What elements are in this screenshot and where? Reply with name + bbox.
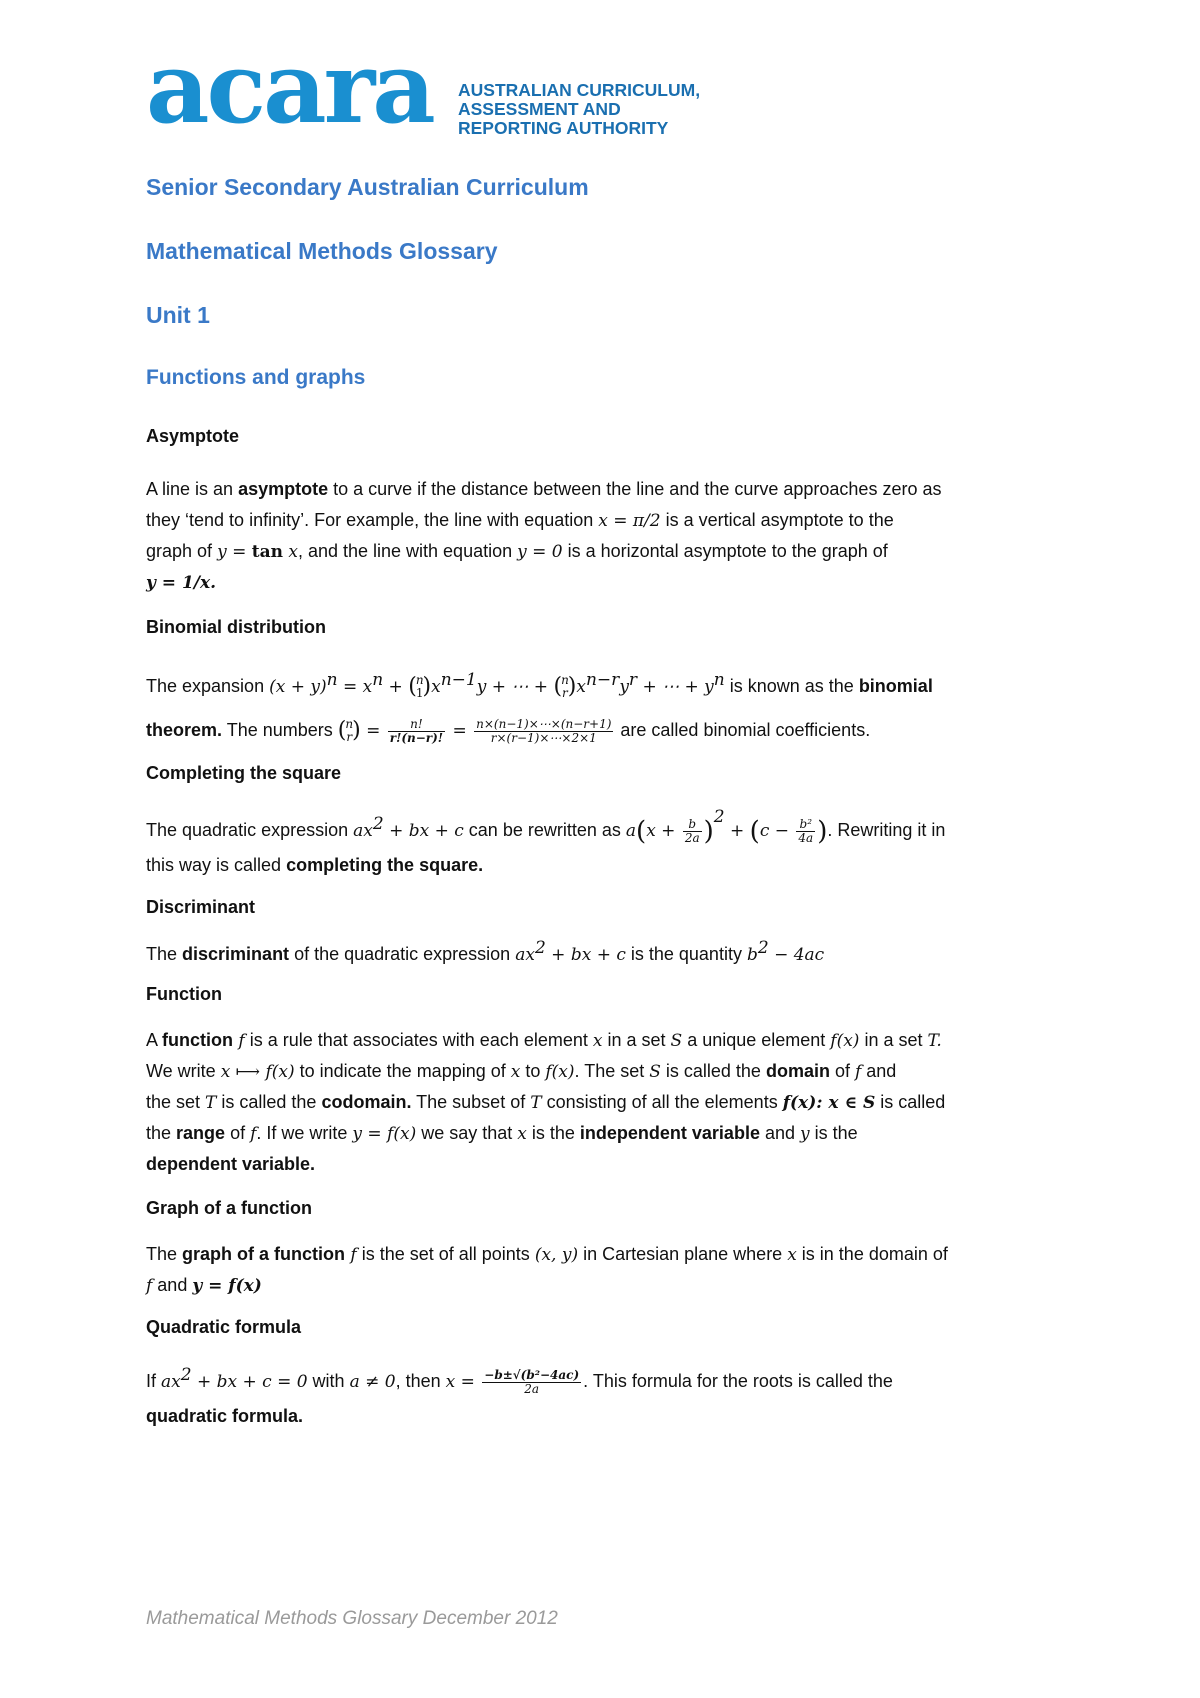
bold-term: function <box>162 1030 233 1050</box>
text: in Cartesian plane where <box>578 1244 788 1264</box>
bold-term: codomain. <box>321 1092 412 1112</box>
text: We write <box>146 1061 221 1081</box>
text: The quadratic expression <box>146 820 354 840</box>
definition-function <box>146 1025 1066 1180</box>
math: S <box>649 1062 661 1082</box>
bold-term: dependent variable. <box>146 1154 316 1174</box>
math: S <box>670 1031 683 1051</box>
math: f <box>345 1245 357 1265</box>
definition-quadratic-formula <box>146 1361 1066 1432</box>
text: to indicate the mapping of <box>294 1061 511 1081</box>
paren: ) <box>703 816 714 847</box>
text: . This formula for the roots is called the <box>583 1371 893 1391</box>
binom-top: n <box>415 673 424 688</box>
superscript: r <box>628 670 638 690</box>
bold-term: quadratic formula. <box>146 1406 304 1426</box>
glossary-title: Mathematical Methods Glossary <box>146 238 498 264</box>
math: f(x): x ∈ S <box>782 1093 876 1113</box>
text: this way is called <box>146 855 287 875</box>
math: = <box>447 721 473 741</box>
bold-term: independent variable <box>579 1123 760 1143</box>
text: of <box>829 1061 855 1081</box>
unit-heading: Unit 1 <box>146 302 210 328</box>
text: . Rewriting it in <box>827 820 946 840</box>
term-binomial: Binomial distribution <box>146 617 326 637</box>
superscript: n−r <box>585 670 620 690</box>
text: consisting of all the elements <box>541 1092 783 1112</box>
text-line <box>146 1239 1066 1270</box>
acara-logo <box>146 31 726 146</box>
text-line <box>146 1149 1066 1180</box>
text: A <box>146 1030 163 1050</box>
term-quadratic-formula: Quadratic formula <box>146 1317 302 1337</box>
text: A line is an <box>146 479 239 499</box>
text: is a rule that associates with each element <box>244 1030 593 1050</box>
bold-term: graph of a function <box>182 1244 346 1264</box>
math: + bx + c = 0 <box>191 1372 308 1392</box>
text: the set <box>146 1092 206 1112</box>
page-footer: Mathematical Methods Glossary December 2012 <box>146 1608 558 1629</box>
math: T. <box>927 1031 942 1051</box>
math: y <box>619 677 629 697</box>
fraction-denominator: 4a <box>798 830 814 845</box>
term-graph-of-function: Graph of a function <box>146 1198 312 1218</box>
text-line <box>146 1270 1066 1301</box>
fraction-numerator: b <box>683 818 702 832</box>
text: and <box>759 1123 800 1143</box>
logo-line: ASSESSMENT AND <box>458 99 621 119</box>
paren: ) <box>817 816 828 847</box>
term-completing-square: Completing the square <box>146 763 342 783</box>
bold-term: binomial <box>858 676 933 696</box>
math: (x + y) <box>269 677 327 697</box>
text: is the set of all points <box>356 1244 535 1264</box>
text: is called the <box>216 1092 322 1112</box>
text: they ‘tend to infinity’. For example, the line with equation <box>146 510 599 530</box>
math: a <box>625 821 637 841</box>
bold-term: discriminant <box>182 944 290 964</box>
fraction-numerator: n×(n−1)×⋯×(n−r+1) <box>476 716 612 731</box>
fraction-denominator: r!(n−r)! <box>389 730 444 745</box>
bold-term: completing the square. <box>286 855 484 875</box>
math: x <box>787 1245 797 1265</box>
math: y = <box>217 542 252 562</box>
math: (x, y) <box>534 1245 579 1265</box>
text: graph of <box>146 541 218 561</box>
text: is called <box>875 1092 946 1112</box>
text: is known as the <box>724 676 859 696</box>
math: ax <box>353 821 373 841</box>
math: f(x) <box>830 1031 860 1051</box>
superscript: 2 <box>757 938 769 958</box>
fraction-denominator: r×(r−1)×⋯×2×1 <box>490 730 597 745</box>
fraction <box>683 818 702 845</box>
definition-asymptote <box>146 474 1066 598</box>
text: The numbers <box>222 720 338 740</box>
superscript: n <box>713 670 725 690</box>
math: y = f(x) <box>192 1276 262 1296</box>
math: x <box>510 1062 521 1082</box>
text: The <box>146 1244 183 1264</box>
superscript: n−1 <box>440 670 477 690</box>
fraction <box>796 818 815 845</box>
math: x <box>431 677 441 697</box>
text: and <box>152 1275 193 1295</box>
superscript: n <box>372 670 384 690</box>
math: ax <box>515 945 535 965</box>
fraction-numerator: n! <box>388 718 445 732</box>
text: is in the domain of <box>796 1244 948 1264</box>
fraction <box>474 718 613 745</box>
math: y = 0 <box>517 542 563 562</box>
text: in a set <box>602 1030 671 1050</box>
math: x <box>576 677 586 697</box>
math: ax <box>161 1372 181 1392</box>
text-line <box>146 1401 1066 1432</box>
text-line <box>146 850 1066 881</box>
math: T <box>530 1093 542 1113</box>
math: x <box>592 1031 603 1051</box>
paren: ( <box>636 816 647 847</box>
superscript: 2 <box>713 807 725 827</box>
text: a unique element <box>682 1030 831 1050</box>
text: in a set <box>859 1030 928 1050</box>
math: = x <box>337 677 373 697</box>
binom-bottom: r <box>562 686 568 701</box>
term-asymptote: Asymptote <box>146 426 240 446</box>
text: can be rewritten as <box>463 820 626 840</box>
text: If <box>146 1371 162 1391</box>
text-line <box>146 474 1066 505</box>
text: to <box>520 1061 546 1081</box>
curriculum-heading: Senior Secondary Australian Curriculum <box>146 174 589 200</box>
math: f(x) <box>545 1062 575 1082</box>
text: the <box>146 1123 177 1143</box>
math: b <box>746 945 758 965</box>
superscript: 2 <box>372 814 384 834</box>
term-discriminant: Discriminant <box>146 897 256 917</box>
binomial-coefficient: ( n r ) <box>337 717 361 745</box>
fraction <box>482 1369 581 1396</box>
text: is a horizontal asymptote to the graph of <box>562 541 888 561</box>
math: + bx + c <box>383 821 464 841</box>
text: is called the <box>660 1061 766 1081</box>
fraction-denominator: 2a <box>524 1381 540 1396</box>
fraction <box>388 718 445 745</box>
text-line <box>146 1025 1066 1056</box>
paren: ( <box>749 816 760 847</box>
text: , and the line with equation <box>297 541 518 561</box>
topic-heading: Functions and graphs <box>146 366 366 389</box>
text-line <box>146 664 1066 708</box>
logo-line: AUSTRALIAN CURRICULUM, <box>458 80 701 100</box>
text: is a vertical asymptote to the <box>660 510 894 530</box>
text: is the <box>526 1123 580 1143</box>
superscript: n <box>326 670 338 690</box>
text: is the quantity <box>625 944 747 964</box>
text: and <box>861 1061 897 1081</box>
text-line <box>146 536 1066 567</box>
bold-term: asymptote <box>238 479 329 499</box>
text-line <box>146 505 1066 536</box>
text: . The set <box>574 1061 650 1081</box>
binomial-coefficient: ( n 1 ) <box>408 673 432 701</box>
text: is the <box>809 1123 858 1143</box>
bold-term: range <box>176 1123 226 1143</box>
math: a ≠ 0 <box>349 1372 396 1392</box>
text: The <box>146 944 183 964</box>
math: x ⟼ f(x) <box>220 1062 295 1082</box>
fraction-numerator: −b±√(b²−4ac) <box>484 1367 580 1382</box>
fraction-numerator: b² <box>796 818 815 832</box>
bold-term: domain <box>765 1061 830 1081</box>
math: x = <box>445 1372 481 1392</box>
math: x = π/2 <box>598 511 661 531</box>
math: + <box>383 677 409 697</box>
bold-term: theorem. <box>146 720 223 740</box>
binom-bottom: r <box>346 730 353 745</box>
text-line <box>146 1087 1066 1118</box>
math: − 4ac <box>768 945 825 965</box>
text-line <box>146 807 1066 850</box>
math: tan <box>251 542 283 562</box>
text: The expansion <box>146 676 270 696</box>
text-line <box>146 1361 1066 1401</box>
text: we say that <box>416 1123 518 1143</box>
text: The subset of <box>411 1092 531 1112</box>
definition-discriminant <box>146 939 1066 970</box>
text-line <box>146 939 1066 970</box>
definition-graph-of-function <box>146 1239 1066 1301</box>
binomial-coefficient: ( n r ) <box>553 673 577 701</box>
fraction-denominator: 2a <box>684 830 700 845</box>
math: f <box>250 1124 257 1144</box>
text: are called binomial coefficients. <box>615 720 871 740</box>
math: + <box>724 821 750 841</box>
math: y = f(x) <box>352 1124 417 1144</box>
binom-top: n <box>345 717 354 732</box>
math: y + ⋯ + <box>476 677 554 697</box>
math: f <box>854 1062 862 1082</box>
text: . If we write <box>256 1123 353 1143</box>
text: to a curve if the distance between the line and the curve approaches zero as <box>328 479 942 499</box>
math: + bx + c <box>545 945 626 965</box>
logo-line: REPORTING AUTHORITY <box>458 118 669 138</box>
math: f <box>233 1031 245 1051</box>
math: c − <box>759 821 795 841</box>
math: x <box>517 1124 527 1144</box>
logo-org-name <box>458 81 700 138</box>
math: y = 1/x. <box>146 573 217 593</box>
text: of the quadratic expression <box>289 944 516 964</box>
text: of <box>225 1123 251 1143</box>
definition-binomial <box>146 664 1066 752</box>
math: = <box>360 721 386 741</box>
math: f <box>146 1276 153 1296</box>
definition-completing-square <box>146 807 1066 881</box>
binom-bottom: 1 <box>415 686 424 701</box>
text-line <box>146 708 1066 752</box>
math: T <box>205 1093 217 1113</box>
text-line <box>146 1056 1066 1087</box>
text: , then <box>395 1371 446 1391</box>
text-line <box>146 567 1066 598</box>
text: with <box>307 1371 350 1391</box>
superscript: 2 <box>180 1365 192 1385</box>
text-line <box>146 1118 1066 1149</box>
binom-top: n <box>561 673 569 688</box>
math: + ⋯ + y <box>637 677 714 697</box>
term-function: Function <box>146 984 222 1004</box>
math: y <box>800 1124 810 1144</box>
math: x + <box>646 821 681 841</box>
logo-wordmark: acara <box>146 31 433 146</box>
superscript: 2 <box>534 938 546 958</box>
math: x <box>282 542 298 562</box>
